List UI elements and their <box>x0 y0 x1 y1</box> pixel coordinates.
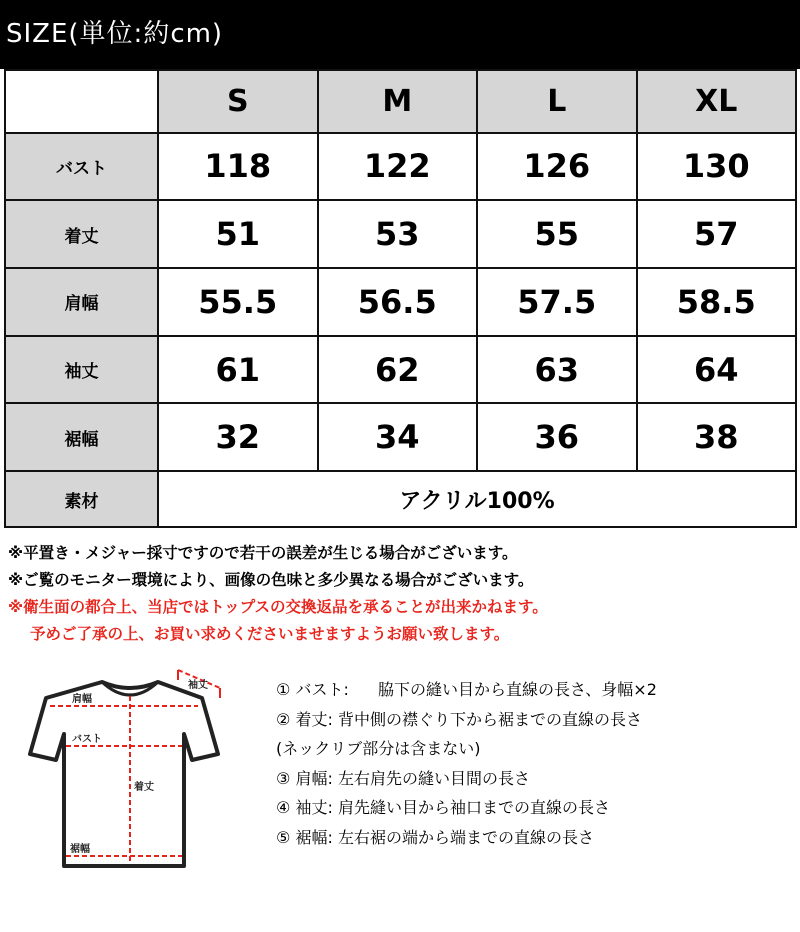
legend-desc: 左右裾の端から端までの直線の長さ <box>337 827 594 847</box>
legend-item-length-note <box>276 734 796 764</box>
note-measurement: ※平置き・メジャー採寸ですので若干の誤差が生じる場合がございます。 <box>8 544 518 562</box>
table-cell: 36 <box>477 403 637 471</box>
table-cell: 34 <box>318 403 478 471</box>
table-cell: 55 <box>477 200 637 268</box>
table-cell: 118 <box>158 133 318 201</box>
row-label-hem: 裾幅 <box>5 403 158 471</box>
legend-desc: 背中側の襟ぐり下から裾までの直線の長さ <box>337 709 642 729</box>
legend-num: ③ <box>276 768 291 788</box>
label-sleeve: 袖丈 <box>188 680 208 691</box>
row-label-shoulder: 肩幅 <box>5 268 158 336</box>
size-m-header: M <box>318 70 478 133</box>
table-cell: 130 <box>637 133 797 201</box>
legend-num: ② <box>276 709 291 729</box>
table-cell: 38 <box>637 403 797 471</box>
size-l-header: L <box>477 70 637 133</box>
tshirt-illustration <box>28 668 238 878</box>
label-length: 着丈 <box>134 782 154 793</box>
row-label-material: 素材 <box>5 471 158 527</box>
table-row-material <box>5 471 796 527</box>
table-row-hem <box>5 403 796 471</box>
table-row-shoulder <box>5 268 796 336</box>
tshirt-diagram <box>28 668 238 878</box>
table-cell: 56.5 <box>318 268 478 336</box>
measurement-legend <box>276 675 796 852</box>
size-table <box>4 69 797 528</box>
legend-desc: 左右肩先の縫い目間の長さ <box>337 768 530 788</box>
table-row-length <box>5 200 796 268</box>
note-acknowledge: 予めご了承の上、お買い求めくださいませますようお願い致します。 <box>30 625 510 643</box>
material-value: アクリル100% <box>158 471 796 527</box>
legend-term: 袖丈: <box>295 798 333 817</box>
legend-item-hem <box>276 823 796 853</box>
notes <box>8 540 798 648</box>
legend-num: ⑤ <box>276 827 291 847</box>
legend-desc: (ネックリブ部分は含まない) <box>276 739 481 758</box>
label-shoulder: 肩幅 <box>72 694 92 705</box>
legend-num: ① <box>276 680 291 699</box>
size-xl-header: XL <box>637 70 797 133</box>
note-monitor: ※ご覧のモニター環境により、画像の色味と多少異なる場合がございます。 <box>8 571 534 589</box>
legend-term: バスト: <box>295 680 349 699</box>
tshirt-outline <box>30 682 218 866</box>
table-cell: 57 <box>637 200 797 268</box>
table-row-sleeve <box>5 336 796 404</box>
size-header: SIZE(単位:約cm) <box>0 0 800 69</box>
legend-item-sleeve <box>276 793 796 823</box>
table-row-bust <box>5 133 796 201</box>
table-cell: 55.5 <box>158 268 318 336</box>
legend-term: 肩幅: <box>295 768 333 788</box>
legend-term: 裾幅: <box>295 827 333 847</box>
table-cell: 58.5 <box>637 268 797 336</box>
row-label-bust: バスト <box>5 133 158 201</box>
size-s-header: S <box>158 70 318 133</box>
size-header-row <box>5 70 796 133</box>
table-cell: 53 <box>318 200 478 268</box>
row-label-length: 着丈 <box>5 200 158 268</box>
legend-item-bust <box>276 675 796 705</box>
table-cell: 32 <box>158 403 318 471</box>
note-no-returns: ※衛生面の都合上、当店ではトップスの交換返品を承ることが出来かねます。 <box>8 598 548 616</box>
legend-desc: 脇下の縫い目から直線の長さ、身幅×2 <box>377 680 657 699</box>
legend-item-length <box>276 705 796 735</box>
table-cell: 63 <box>477 336 637 404</box>
table-cell: 62 <box>318 336 478 404</box>
label-hem: 裾幅 <box>70 844 90 855</box>
legend-num: ④ <box>276 798 291 817</box>
legend-desc: 肩先縫い目から袖口までの直線の長さ <box>337 798 610 817</box>
table-cell: 51 <box>158 200 318 268</box>
table-cell: 64 <box>637 336 797 404</box>
table-cell: 126 <box>477 133 637 201</box>
legend-term: 着丈: <box>295 709 333 729</box>
table-cell: 61 <box>158 336 318 404</box>
row-label-sleeve: 袖丈 <box>5 336 158 404</box>
table-cell: 122 <box>318 133 478 201</box>
label-bust: バスト <box>72 734 102 745</box>
table-cell: 57.5 <box>477 268 637 336</box>
table-corner-cell <box>5 70 158 133</box>
legend-item-shoulder <box>276 764 796 794</box>
